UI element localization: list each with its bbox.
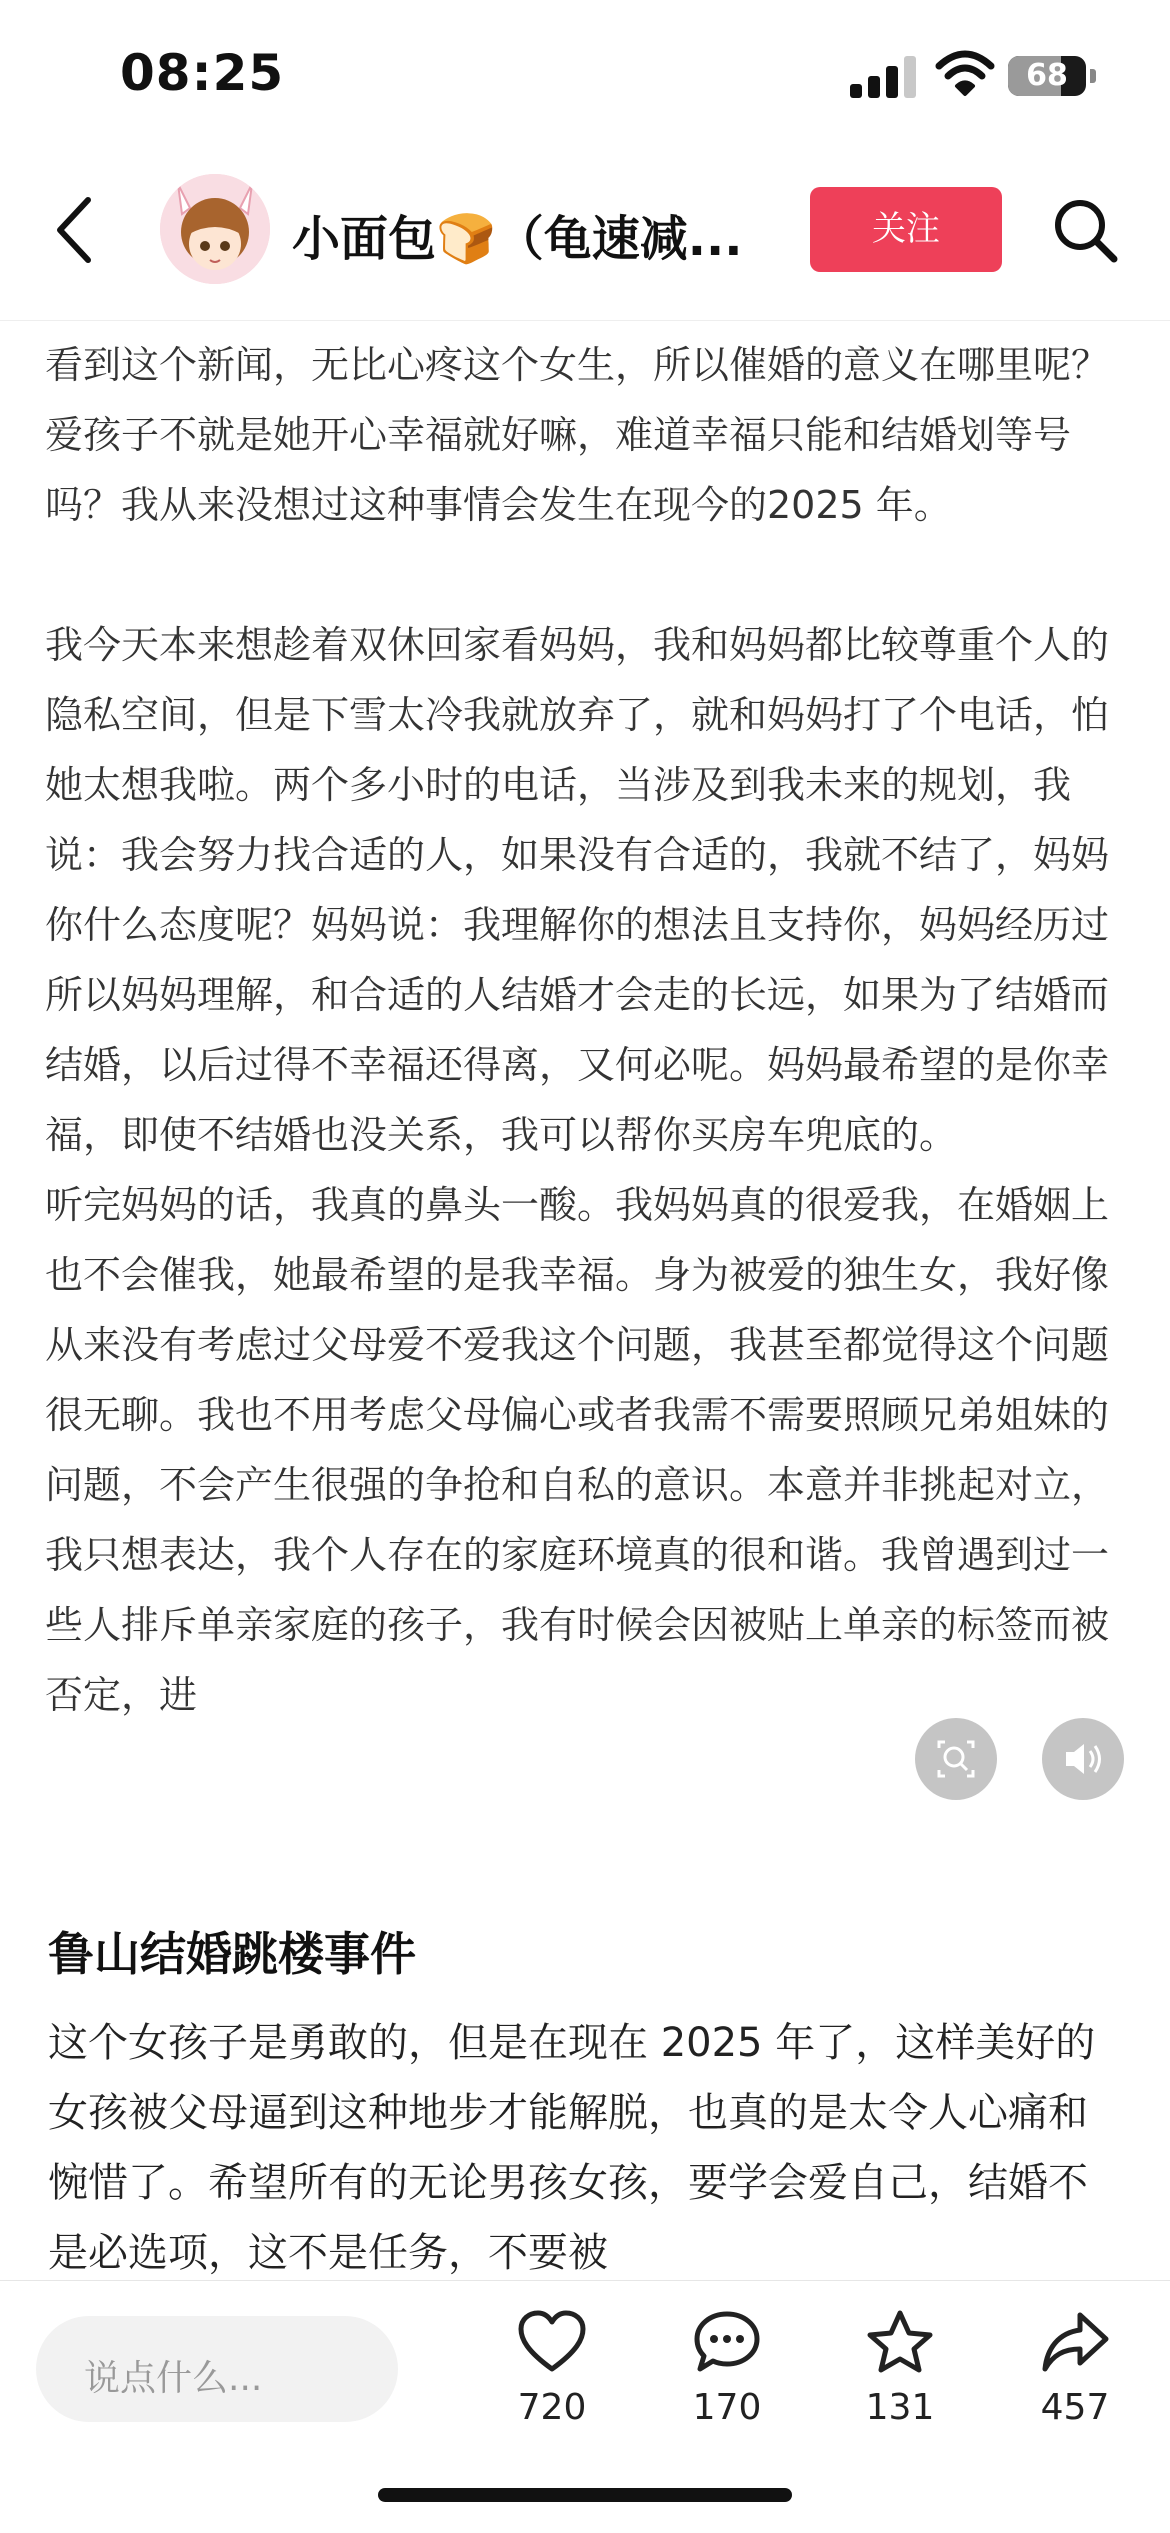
favorite-button[interactable] [840,2309,960,2459]
follow-button[interactable]: 关注 [810,187,1002,272]
back-arrow-icon[interactable] [40,190,110,270]
heart-icon [517,2309,587,2375]
comment-count: 170 [692,2387,762,2428]
battery-level: 68 [1026,58,1068,93]
comment-placeholder: 说点什么... [84,2358,263,2399]
post-paragraph-1: 看到这个新闻，无比心疼这个女生，所以催婚的意义在哪里呢？爱孩子不就是她开心幸福就好嘛，难道幸福只能和结婚划等号吗？我从来没想过这种事情会发生在现今的2025 年。 [45,343,1110,527]
search-icon[interactable] [1050,195,1120,265]
related-topic-title[interactable]: 鲁山结婚跳楼事件 [48,1927,416,1981]
status-time: 08:25 [120,44,285,102]
related-topic-text: 这个女孩子是勇敢的，但是在现在 2025 年了，这样美好的女孩被父母逼到这种地步才能解脱，也真的是太令人心痛和惋惜了。希望所有的无论男孩女孩，要学会爱自己，结婚不是必选项，这不是任务，不要被 [48,2020,1096,2276]
related-topic-card[interactable] [0,1878,1170,2278]
cellular-signal-icon [850,56,920,98]
sound-icon[interactable] [1042,1718,1124,1800]
share-arrow-icon [1040,2309,1110,2375]
like-button[interactable] [492,2309,612,2459]
post-body [45,330,1125,1730]
wifi-icon [935,48,995,98]
post-paragraph-2: 我今天本来想趁着双休回家看妈妈，我和妈妈都比较尊重个人的隐私空间，但是下雪太冷我就放弃了，就和妈妈打了个电话，怕她太想我啦。两个多小时的电话，当涉及到我未来的规划，我说：我会努力找合适的人，如果没有合适的，我就不结了，妈妈你什么态度呢？妈妈说：我理解你的想法且支持你，妈妈经历过所以妈妈理解，和合适的人结婚才会走的长远，如果为了结婚而结婚，以后过得不幸福还得离，又何必呢。妈妈最希望的是你幸福，即使不结婚也没关系，我可以帮你买房车兜底的。 [45,623,1110,1157]
post-header [0,150,1170,321]
author-name[interactable]: 小面包🍞（龟速减... [292,211,743,267]
favorite-count: 131 [865,2387,935,2428]
home-indicator[interactable] [378,2488,792,2502]
star-icon [865,2309,935,2375]
comment-button[interactable] [667,2309,787,2459]
share-count: 457 [1040,2387,1110,2428]
avatar-illustration-icon [160,174,270,284]
status-bar [0,0,1170,150]
battery-icon [1008,56,1086,96]
post-paragraph-3: 听完妈妈的话，我真的鼻头一酸。我妈妈真的很爱我，在婚姻上也不会催我，她最希望的是我幸福。身为被爱的独生女，我好像从来没有考虑过父母爱不爱我这个问题，我甚至都觉得这个问题很无聊。我也不用考虑父母偏心或者我需不需要照顾兄弟姐妹的问题，不会产生很强的争抢和自私的意识。本意并非挑起对立，我只想表达，我个人存在的家庭环境真的很和谐。我曾遇到过一些人排斥单亲家庭的孩子，我有时候会因被贴上单亲的标签而被否定，进 [45,1183,1110,1717]
avatar[interactable] [160,174,270,284]
battery-tip [1090,69,1096,83]
comment-input[interactable] [36,2316,398,2422]
paragraph-gap [45,540,1125,610]
image-search-icon[interactable] [915,1718,997,1800]
comment-bubble-icon [692,2309,762,2375]
like-count: 720 [517,2387,587,2428]
share-button[interactable] [1015,2309,1135,2459]
